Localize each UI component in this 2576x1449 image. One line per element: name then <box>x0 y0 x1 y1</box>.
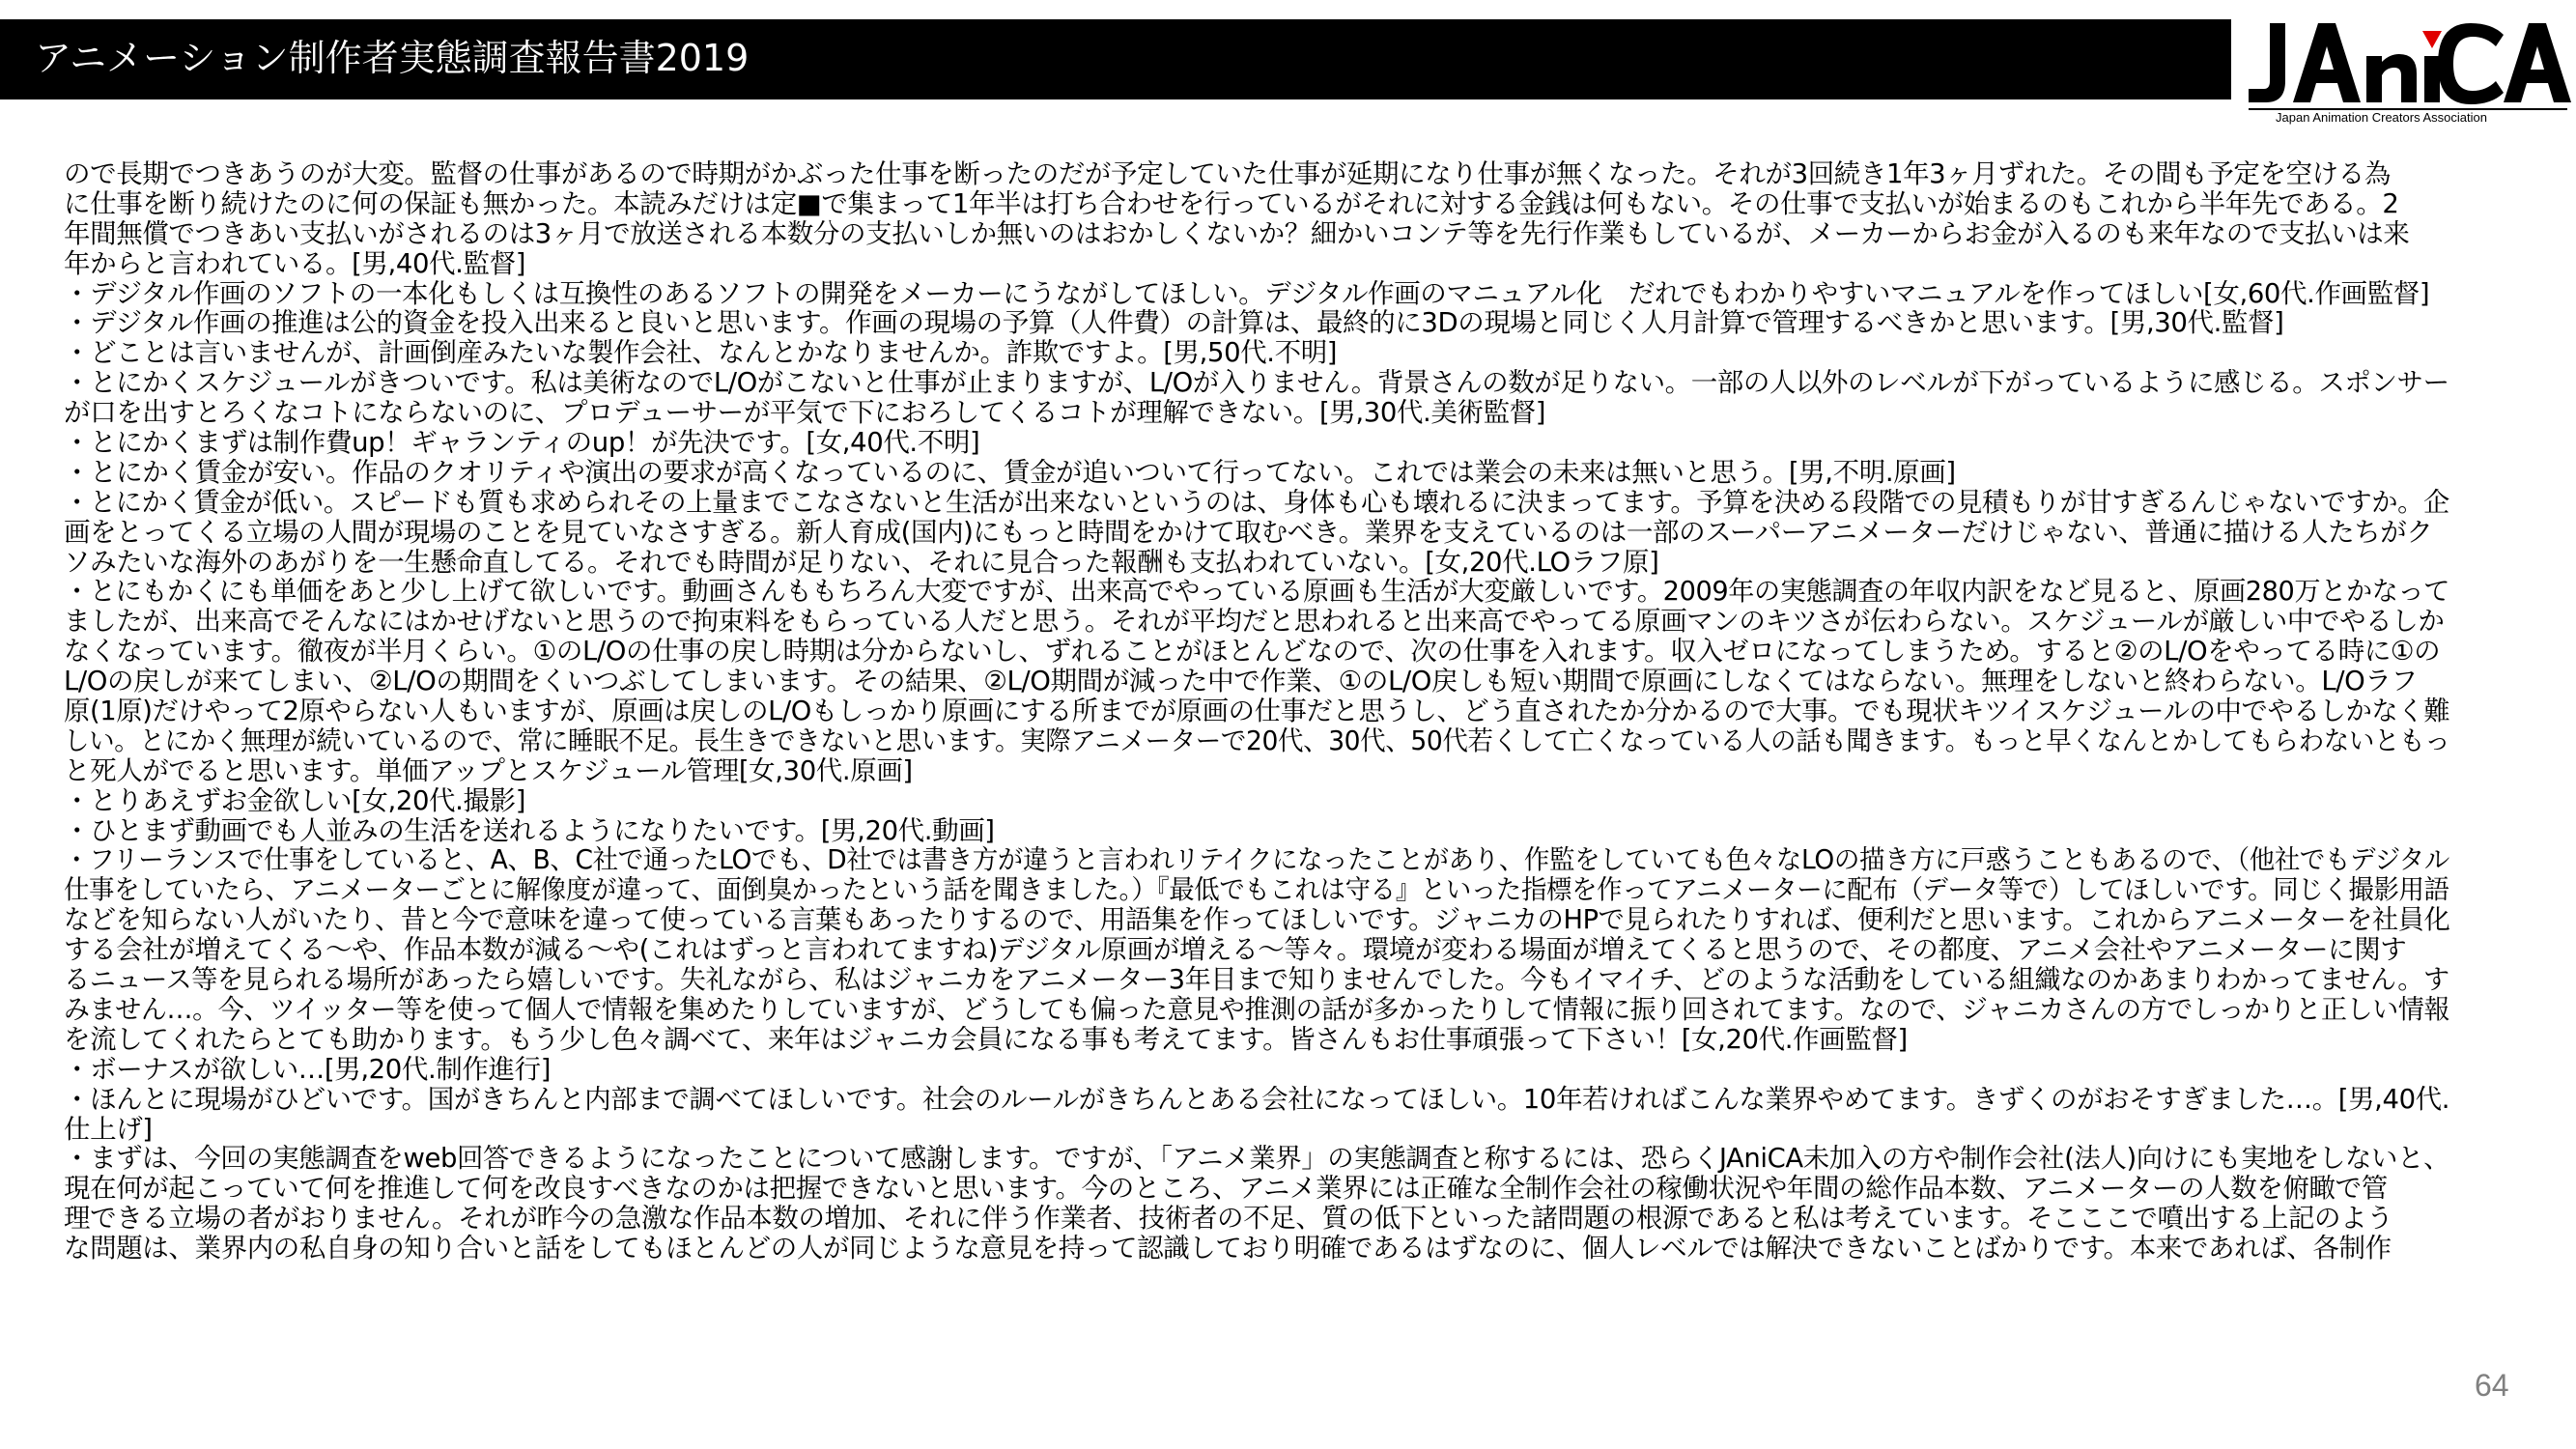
comment-line: みません…。今、ツイッター等を使って個人で情報を集めたりしていますが、どうしても偏った意見や推測の話が多かったりして情報に振り回されてます。なので、ジャニカさんの方でしっかりと正しい情報 <box>64 993 2450 1025</box>
comment-line: ・とにかく賃金が安い。作品のクオリティや演出の要求が高くなっているのに、賃金が追いついて行ってない。これでは業会の未来は無いと思う。[男,不明.原画] <box>64 456 1956 488</box>
comment-line: ・ひとまず動画でも人並みの生活を送れるようになりたいです。[男,20代.動画] <box>64 814 995 846</box>
comment-line: ましたが、出来高でそんなにはかせげないと思うので拘束料をもらっている人だと思う。それが平均だと思われると出来高でやってる原画マンのキツさが伝わらない。スケジュールが厳しい中でやるしか <box>64 606 2445 638</box>
comment-line: ・とにかく賃金が低い。スピードも質も求められその上量までこなさないと生活が出来ないというのは、身体も心も壊れるに決まってます。予算を決める段階での見積もりが甘すぎるんじゃないですか。企 <box>64 486 2449 518</box>
comment-line: ・ボーナスが欲しい…[男,20代.制作進行] <box>64 1053 552 1085</box>
comment-line: 年間無償でつきあい支払いがされるのは3ヶ月で放送される本数分の支払いしか無いのはおかしくないか？細かいコンテ等を先行作業もしているが、メーカーからお金が入るのも来年なので支払いは来 <box>64 217 2410 249</box>
comment-line: に仕事を断り続けたのに何の保証も無かった。本読みだけは定■で集まって1年半は打ち合わせを行っているがそれに対する金銭は何もない。その仕事で支払いが始まるのもこれから半年先である。2 <box>64 187 2399 219</box>
survey-comments <box>64 159 2449 1264</box>
comment-line: ・とにかくスケジュールがきついです。私は美術なのでL/Oがこないと仕事が止まりますが、L/Oが入りません。背景さんの数が足りない。一部の人以外のレベルが下がっているように感じる。スポンサー <box>64 367 2449 399</box>
comment-line: が口を出すとろくなコトにならないのに、プロデューサーが平気で下におろしてくるコトが理解できない。[男,30代.美術監督] <box>64 397 1546 429</box>
comment-line: ・フリーランスで仕事をしていると、A、B、C社で通ったLOでも、D社では書き方が違うと言われリテイクになったことがあり、作監をしていても色々なLOの描き方に戸惑うこともあるので、（他社でもデジタル <box>64 844 2449 876</box>
comment-line: るニュース等を見られる場所があったら嬉しいです。失礼ながら、私はジャニカをアニメーター3年目まで知りませんでした。今もイマイチ、どのような活動をしている組織なのかあまりわかってません。す <box>64 964 2449 996</box>
comment-line: ・デジタル作画の推進は公的資金を投入出来ると良いと思います。作画の現場の予算（人件費）の計算は、最終的に3Dの現場と同じく人月計算で管理するべきかと思います。[男,30代.監督] <box>64 307 2284 339</box>
comment-line: ・とりあえずお金欲しい[女,20代.撮影] <box>64 784 526 816</box>
comment-line: ソみたいな海外のあがりを一生懸命直してる。それでも時間が足りない、それに見合った報酬も支払われていない。[女,20代.LOラフ原] <box>64 546 1659 578</box>
comment-line: 年からと言われている。[男,40代.監督] <box>64 247 526 279</box>
comment-line: ・とにもかくにも単価をあと少し上げて欲しいです。動画さんももちろん大変ですが、出来高でやっている原画も生活が大変厳しいです。2009年の実態調査の年収内訳をなど見ると、原画280万とかなって <box>64 576 2450 608</box>
comment-line: 理できる立場の者がおりません。それが昨今の急激な作品本数の増加、それに伴う作業者、技術者の不足、質の低下といった諸問題の根源であると私は考えています。そこここで噴出する上記のよう <box>64 1203 2393 1235</box>
comment-line: なくなっています。徹夜が半月くらい。①のL/Oの仕事の戻し時期は分からないし、ずれることがほとんどなので、次の仕事を入れます。収入ゼロになってしまうため。すると②のL/Oをやってる時に①の <box>64 636 2441 668</box>
comment-line: ので長期でつきあうのが大変。監督の仕事があるので時期がかぶった仕事を断ったのだが予定していた仕事が延期になり仕事が無くなった。それが3回続き1年3ヶ月ずれた。その間も予定を空ける為 <box>64 158 2391 189</box>
page-number: 64 <box>2475 1368 2509 1403</box>
comment-line: しい。とにかく無理が続いているので、常に睡眠不足。長生きできないと思います。実際アニメーターで20代、30代、50代若くして亡くなっている人の話も聞きます。もっと早くなんとかしてもらわないともっ <box>64 724 2450 756</box>
comment-line: を流してくれたらとても助かります。もう少し色々調べて、来年はジャニカ会員になる事も考えてます。皆さんもお仕事頑張って下さい！[女,20代.作画監督] <box>64 1023 1908 1055</box>
logo-subtitle: Japan Animation Creators Association <box>2276 110 2487 125</box>
comment-line: 仕事をしていたら、アニメーターごとに解像度が違って、面倒臭かったという話を聞きました。）『最低でもこれは守る』といった指標を作ってアニメーターに配布（データ等で）してほしいです。同じく撮影用語 <box>64 874 2449 906</box>
comment-line: ・デジタル作画のソフトの一本化もしくは互換性のあるソフトの開発をメーカーにうながしてほしい。デジタル作画のマニュアル化 だれでもわかりやすいマニュアルを作ってほしい[女,60代.作画監督] <box>64 277 2430 309</box>
janica-logo <box>2243 17 2571 126</box>
comment-line: する会社が増えてくる～や、作品本数が減る～や(これはずっと言われてますね)デジタル原画が増える～等々。環境が変わる場面が増えてくると思うので、その都度、アニメ会社やアニメーターに関す <box>64 934 2407 966</box>
comment-line: 現在何が起こっていて何を推進して何を改良すべきなのかは把握できないと思います。今のところ、アニメ業界には正確な全制作会社の稼働状況や年間の総作品本数、アニメーターの人数を俯瞰で管 <box>64 1173 2388 1205</box>
title-bar <box>0 19 2231 99</box>
comment-line: ・まずは、今回の実態調査をweb回答できるようになったことについて感謝します。ですが、「アニメ業界」の実態調査と称するには、恐らくJAniCA未加入の方や制作会社(法人)向けにも実地をしないと、 <box>64 1143 2450 1175</box>
comment-line: 原(1原)だけやって2原やらない人もいますが、原画は戻しのL/Oもしっかり原画にする所までが原画の仕事だと思うし、どう直されたか分かるので大事。でも現状キツイスケジュールの中でやるしかなく難 <box>64 696 2450 727</box>
comment-line: 画をとってくる立場の人間が現場のことを見ていなさすぎる。新人育成(国内)にもっと時間をかけて取むべき。業界を支えているのは一部のスーパーアニメーターだけじゃない、普通に描ける人たちがク <box>64 516 2433 548</box>
page-title: アニメーション制作者実態調査報告書2019 <box>35 37 750 79</box>
janica-logo-mark <box>2243 17 2571 126</box>
comment-line: などを知らない人がいたり、昔と今で意味を違って使っている言葉もあったりするので、用語集を作ってほしいです。ジャニカのHPで見られたりすれば、便利だと思います。これからアニメーターを社員化 <box>64 904 2450 936</box>
comment-line: ・ほんとに現場がひどいです。国がきちんと内部まで調べてほしいです。社会のルールがきちんとある会社になってほしい。10年若ければこんな業界やめてます。きずくのがおそすぎました…。[男,40代. <box>64 1083 2450 1115</box>
comment-line: 仕上げ] <box>64 1113 153 1145</box>
comment-line: な問題は、業界内の私自身の知り合いと話をしてもほとんどの人が同じような意見を持って認識しており明確であるはずなのに、個人レベルでは解決できないことばかりです。本来であれば、各制作 <box>64 1233 2392 1264</box>
comment-line: ・とにかくまずは制作費up！ギャランティのup！が先決です。[女,40代.不明] <box>64 427 980 459</box>
comment-line: L/Oの戻しが来てしまい、②L/Oの期間をくいつぶしてしまいます。その結果、②L/O期間が減った中で作業、①のL/O戻しも短い期間で原画にしなくてはならない。無理をしないと終わらない。L/Oラフ <box>64 666 2418 697</box>
comment-line: ・どことは言いませんが、計画倒産みたいな製作会社、なんとかなりませんか。詐欺ですよ。[男,50代.不明] <box>64 337 1338 369</box>
comment-line: と死人がでると思います。単価アップとスケジュール管理[女,30代.原画] <box>64 754 913 786</box>
